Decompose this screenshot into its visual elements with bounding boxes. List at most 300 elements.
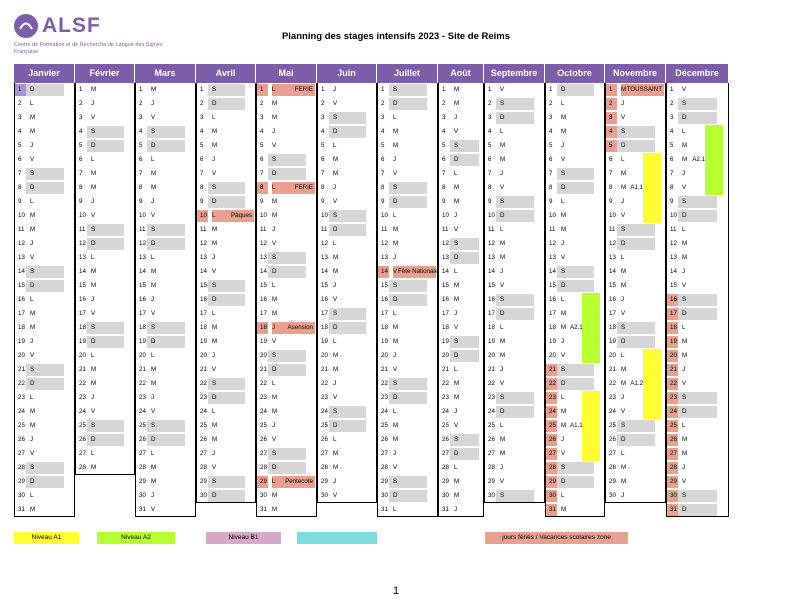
day-number: 28: [79, 464, 86, 471]
day-cell: [197, 181, 255, 195]
day-number: 12: [200, 240, 207, 247]
day-number: 25: [139, 422, 146, 429]
day-number: 3: [321, 114, 325, 121]
day-number: 10: [321, 212, 328, 219]
course-label: A1.2: [630, 380, 644, 387]
day-number: 2: [139, 100, 143, 107]
month-header: Mai: [256, 64, 317, 83]
day-number: 9: [79, 198, 83, 205]
day-cell: [15, 265, 74, 279]
day-number: 13: [549, 254, 556, 261]
day-number: 27: [442, 450, 449, 457]
weekday-letter: J: [393, 450, 397, 457]
day-number: 4: [139, 128, 143, 135]
weekday-letter: M: [272, 114, 278, 121]
weekday-letter: L: [91, 156, 95, 163]
day-number: 13: [381, 254, 388, 261]
day-cell: [257, 279, 316, 293]
day-number: 24: [381, 408, 388, 415]
day-number: 13: [670, 254, 677, 261]
day-number: 18: [260, 324, 267, 331]
day-number: 27: [609, 450, 616, 457]
day-cell: [136, 279, 195, 293]
day-cell: [667, 251, 728, 265]
day-cell: [197, 349, 255, 363]
weekday-letter: S: [30, 366, 35, 373]
month-days: [605, 83, 666, 503]
day-cell: [136, 265, 195, 279]
weekday-letter: M: [454, 184, 460, 191]
day-number: 5: [139, 142, 143, 149]
day-cell: [136, 181, 195, 195]
legend-item: Niveau B1: [206, 532, 281, 544]
weekday-letter: J: [333, 184, 337, 191]
day-number: 12: [139, 240, 146, 247]
day-number: 29: [139, 478, 146, 485]
day-number: 25: [549, 422, 556, 429]
day-number: 4: [381, 128, 385, 135]
weekday-letter: M: [500, 142, 506, 149]
day-number: 27: [79, 450, 86, 457]
day-cell: [439, 209, 483, 223]
weekday-letter: S: [212, 478, 217, 485]
weekday-letter: M: [454, 492, 460, 499]
day-cell: [439, 447, 483, 461]
weekday-letter: S: [454, 142, 459, 149]
day-cell: [257, 83, 316, 97]
weekday-letter: L: [212, 408, 216, 415]
day-cell: [257, 391, 316, 405]
day-cell: [485, 293, 544, 307]
weekday-letter: V: [151, 212, 156, 219]
weekday-letter: L: [91, 254, 95, 261]
weekday-letter: L: [454, 464, 458, 471]
weekday-letter: V: [621, 310, 626, 317]
day-number: 13: [442, 254, 449, 261]
weekday-letter: S: [30, 464, 35, 471]
day-cell: [485, 97, 544, 111]
day-number: 27: [139, 450, 146, 457]
weekday-letter: M: [30, 114, 36, 121]
weekday-letter: V: [621, 114, 626, 121]
day-number: 29: [260, 478, 267, 485]
weekday-letter: D: [682, 506, 687, 513]
weekday-letter: L: [454, 366, 458, 373]
weekday-letter: S: [30, 170, 35, 177]
day-number: 18: [79, 324, 86, 331]
day-number: 1: [381, 86, 385, 93]
weekday-letter: S: [500, 492, 505, 499]
weekday-letter: J: [151, 100, 155, 107]
weekday-letter: M: [151, 268, 157, 275]
weekday-letter: M: [212, 338, 218, 345]
day-cell: [136, 111, 195, 125]
day-number: 4: [200, 128, 204, 135]
day-number: 20: [381, 352, 388, 359]
day-cell: [667, 391, 728, 405]
day-cell: [546, 377, 604, 391]
day-cell: [606, 251, 665, 265]
day-number: 7: [139, 170, 143, 177]
day-cell: [485, 391, 544, 405]
weekday-letter: M: [500, 156, 506, 163]
day-cell: [378, 503, 437, 517]
day-number: 4: [670, 128, 674, 135]
day-number: 5: [442, 142, 446, 149]
day-cell: [257, 181, 316, 195]
weekday-letter: D: [682, 310, 687, 317]
day-cell: [257, 405, 316, 419]
weekday-letter: L: [393, 114, 397, 121]
day-cell: [606, 321, 665, 335]
day-cell: [606, 125, 665, 139]
day-number: 7: [549, 170, 553, 177]
weekday-letter: J: [91, 100, 95, 107]
weekday-letter: D: [151, 142, 156, 149]
day-number: 22: [200, 380, 207, 387]
day-cell: [197, 391, 255, 405]
day-number: 29: [200, 478, 207, 485]
weekday-letter: M: [561, 324, 567, 331]
day-cell: [15, 447, 74, 461]
day-cell: [15, 195, 74, 209]
day-cell: [15, 251, 74, 265]
day-cell: [76, 125, 134, 139]
weekday-letter: V: [454, 422, 459, 429]
day-number: 31: [139, 506, 146, 513]
day-number: 12: [260, 240, 267, 247]
day-number: 13: [488, 254, 495, 261]
day-cell: [197, 475, 255, 489]
day-number: 25: [321, 422, 328, 429]
weekday-letter: S: [91, 422, 96, 429]
day-number: 24: [139, 408, 146, 415]
weekday-letter: M: [682, 142, 688, 149]
weekday-letter: V: [333, 198, 338, 205]
day-cell: [546, 195, 604, 209]
weekday-letter: V: [333, 296, 338, 303]
day-cell: [485, 321, 544, 335]
month-header: Juin: [317, 64, 377, 83]
day-number: 19: [442, 338, 449, 345]
weekday-letter: L: [500, 226, 504, 233]
day-number: 21: [488, 366, 495, 373]
day-cell: [318, 293, 376, 307]
weekday-letter: S: [393, 184, 398, 191]
day-cell: [546, 489, 604, 503]
weekday-letter: V: [212, 268, 217, 275]
day-cell: [76, 83, 134, 97]
weekday-letter: D: [151, 436, 156, 443]
weekday-letter: J: [212, 352, 216, 359]
weekday-letter: J: [682, 170, 686, 177]
day-cell: [15, 391, 74, 405]
weekday-letter: M: [91, 282, 97, 289]
weekday-letter: M: [500, 352, 506, 359]
day-cell: [439, 265, 483, 279]
weekday-letter: D: [212, 492, 217, 499]
day-number: 21: [609, 366, 616, 373]
weekday-letter: M: [393, 338, 399, 345]
day-cell: [136, 83, 195, 97]
day-cell: [15, 153, 74, 167]
weekday-letter: J: [454, 310, 458, 317]
event-label: Fête Nationale: [398, 268, 439, 275]
day-number: 15: [442, 282, 449, 289]
weekday-letter: J: [454, 212, 458, 219]
weekday-letter: M: [91, 380, 97, 387]
day-cell: [15, 209, 74, 223]
weekday-letter: J: [500, 268, 504, 275]
day-number: 20: [609, 352, 616, 359]
day-number: 19: [488, 338, 495, 345]
day-number: 23: [200, 394, 207, 401]
day-number: 26: [609, 436, 616, 443]
day-number: 22: [79, 380, 86, 387]
day-cell: [257, 475, 316, 489]
day-number: 26: [549, 436, 556, 443]
day-number: 22: [321, 380, 328, 387]
day-cell: [257, 489, 316, 503]
day-number: 16: [381, 296, 388, 303]
day-number: 19: [260, 338, 267, 345]
day-cell: [606, 489, 665, 503]
day-number: 11: [442, 226, 449, 233]
day-cell: [76, 251, 134, 265]
day-cell: [15, 223, 74, 237]
day-number: 2: [549, 100, 553, 107]
day-cell: [15, 363, 74, 377]
day-cell: [378, 405, 437, 419]
day-number: 1: [442, 86, 446, 93]
day-number: 14: [139, 268, 146, 275]
day-cell: [378, 475, 437, 489]
day-number: 26: [200, 436, 207, 443]
weekday-letter: M: [561, 310, 567, 317]
day-number: 31: [442, 506, 449, 513]
weekday-letter: M: [454, 198, 460, 205]
day-number: 14: [321, 268, 328, 275]
day-cell: [197, 139, 255, 153]
day-number: 30: [488, 492, 495, 499]
weekday-letter: M: [333, 366, 339, 373]
day-number: 7: [442, 170, 446, 177]
day-number: 31: [549, 506, 556, 513]
weekday-letter: D: [30, 282, 35, 289]
weekday-letter: L: [212, 212, 216, 219]
day-number: 11: [139, 226, 146, 233]
day-number: 15: [200, 282, 207, 289]
day-cell: [76, 167, 134, 181]
day-cell: [667, 195, 728, 209]
day-number: 3: [442, 114, 446, 121]
day-cell: [318, 363, 376, 377]
day-number: 20: [260, 352, 267, 359]
day-cell: [257, 503, 316, 517]
day-cell: [136, 209, 195, 223]
weekday-letter: D: [682, 114, 687, 121]
day-number: 6: [260, 156, 264, 163]
day-number: 8: [79, 184, 83, 191]
day-cell: [15, 111, 74, 125]
day-cell: [546, 237, 604, 251]
day-cell: [439, 195, 483, 209]
day-cell: [378, 97, 437, 111]
day-number: 7: [488, 170, 492, 177]
weekday-letter: M: [393, 436, 399, 443]
month-days: [135, 83, 196, 517]
day-cell: [318, 475, 376, 489]
day-number: 16: [18, 296, 25, 303]
day-number: 3: [609, 114, 613, 121]
weekday-letter: M: [91, 86, 97, 93]
day-number: 28: [549, 464, 556, 471]
day-number: 19: [139, 338, 146, 345]
day-number: 9: [442, 198, 446, 205]
day-number: 8: [139, 184, 143, 191]
day-number: 7: [670, 170, 674, 177]
day-cell: [15, 377, 74, 391]
weekday-letter: V: [393, 170, 398, 177]
weekday-letter: J: [561, 142, 565, 149]
day-number: 24: [260, 408, 267, 415]
day-cell: [485, 405, 544, 419]
weekday-letter: S: [91, 226, 96, 233]
day-cell: [76, 153, 134, 167]
day-cell: [197, 489, 255, 503]
weekday-letter: M: [621, 380, 627, 387]
weekday-letter: S: [30, 268, 35, 275]
day-cell: [546, 251, 604, 265]
month-header: Avril: [196, 64, 256, 83]
weekday-letter: M: [561, 212, 567, 219]
day-number: 26: [18, 436, 25, 443]
day-cell: [606, 265, 665, 279]
weekday-letter: M: [30, 226, 36, 233]
course-block: [582, 391, 600, 461]
day-number: 13: [609, 254, 616, 261]
weekday-letter: M: [272, 310, 278, 317]
weekday-letter: J: [91, 198, 95, 205]
weekday-letter: M: [333, 170, 339, 177]
day-number: 16: [442, 296, 449, 303]
day-number: 23: [442, 394, 449, 401]
day-number: 12: [488, 240, 495, 247]
day-number: 8: [260, 184, 264, 191]
weekday-letter: M: [682, 338, 688, 345]
day-number: 12: [18, 240, 25, 247]
day-number: 5: [18, 142, 22, 149]
day-cell: [136, 307, 195, 321]
weekday-letter: J: [561, 436, 565, 443]
weekday-letter: M: [333, 268, 339, 275]
day-number: 8: [442, 184, 446, 191]
day-number: 14: [488, 268, 495, 275]
day-cell: [439, 181, 483, 195]
weekday-letter: L: [454, 268, 458, 275]
weekday-letter: M: [151, 282, 157, 289]
day-number: 1: [488, 86, 492, 93]
day-number: 31: [381, 506, 388, 513]
weekday-letter: L: [212, 310, 216, 317]
weekday-letter: S: [212, 86, 217, 93]
weekday-letter: M: [91, 464, 97, 471]
day-cell: [257, 167, 316, 181]
weekday-letter: V: [30, 450, 35, 457]
month-header: Août: [438, 64, 484, 83]
day-cell: [378, 349, 437, 363]
legend-item: jours fériés / Vacances scolaires zone: [485, 532, 628, 544]
day-cell: [318, 195, 376, 209]
day-cell: [667, 83, 728, 97]
day-cell: [378, 489, 437, 503]
day-number: 27: [18, 450, 25, 457]
weekday-letter: L: [272, 184, 276, 191]
weekday-letter: D: [500, 408, 505, 415]
day-number: 18: [609, 324, 616, 331]
day-number: 24: [200, 408, 207, 415]
weekday-letter: V: [561, 352, 566, 359]
day-cell: [546, 363, 604, 377]
weekday-letter: M: [212, 142, 218, 149]
day-cell: [485, 363, 544, 377]
day-cell: [257, 433, 316, 447]
day-cell: [485, 265, 544, 279]
weekday-letter: L: [682, 226, 686, 233]
weekday-letter: M: [151, 464, 157, 471]
day-number: 2: [670, 100, 674, 107]
day-cell: [257, 461, 316, 475]
weekday-letter: M: [454, 100, 460, 107]
day-number: 1: [670, 86, 674, 93]
day-cell: [257, 223, 316, 237]
weekday-letter: M: [30, 408, 36, 415]
day-cell: [667, 209, 728, 223]
day-cell: [318, 223, 376, 237]
weekday-letter: S: [333, 212, 338, 219]
weekday-letter: L: [682, 128, 686, 135]
day-cell: [15, 475, 74, 489]
month-header: Septembre: [484, 64, 545, 83]
weekday-letter: L: [272, 282, 276, 289]
weekday-letter: M: [272, 100, 278, 107]
day-cell: [378, 251, 437, 265]
weekday-letter: S: [561, 170, 566, 177]
day-number: 9: [321, 198, 325, 205]
day-number: 11: [200, 226, 207, 233]
weekday-letter: V: [393, 464, 398, 471]
day-cell: [439, 489, 483, 503]
day-cell: [439, 405, 483, 419]
weekday-letter: S: [151, 422, 156, 429]
day-cell: [439, 251, 483, 265]
day-number: 28: [609, 464, 616, 471]
weekday-letter: S: [333, 310, 338, 317]
day-cell: [546, 83, 604, 97]
weekday-letter: L: [30, 394, 34, 401]
day-cell: [667, 489, 728, 503]
day-number: 11: [18, 226, 25, 233]
weekday-letter: L: [30, 198, 34, 205]
weekday-letter: D: [30, 478, 35, 485]
page-number: 1: [392, 585, 400, 597]
weekday-letter: D: [272, 170, 277, 177]
weekday-letter: S: [500, 394, 505, 401]
day-cell: [378, 321, 437, 335]
weekday-letter: J: [393, 156, 397, 163]
weekday-letter: L: [500, 422, 504, 429]
day-cell: [439, 321, 483, 335]
